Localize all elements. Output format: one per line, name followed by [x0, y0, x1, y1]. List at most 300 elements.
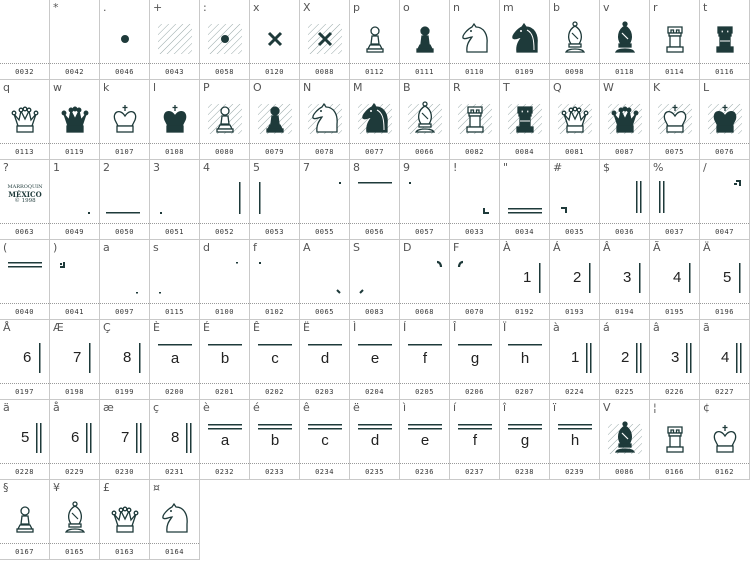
glyph-cell	[300, 0, 350, 80]
baseline	[50, 463, 99, 464]
char-label: m	[503, 1, 514, 14]
char-label: 8	[353, 161, 360, 174]
glyph-cell	[250, 160, 300, 240]
white-rook-icon	[650, 400, 700, 463]
baseline	[0, 543, 49, 544]
char-code: 0118	[615, 68, 634, 76]
coordinate-label: c	[321, 432, 329, 449]
glyph-cell	[650, 240, 700, 320]
glyph-cell	[50, 240, 100, 320]
baseline	[0, 63, 49, 64]
baseline	[250, 63, 299, 64]
char-label: ¥	[53, 481, 60, 494]
char-code: 0198	[65, 388, 84, 396]
char-code: 0047	[715, 228, 734, 236]
char-label: d	[203, 241, 210, 254]
baseline	[300, 463, 349, 464]
baseline	[300, 223, 349, 224]
glyph-cell	[550, 240, 600, 320]
baseline	[700, 383, 749, 384]
char-code: 0192	[515, 308, 534, 316]
char-code: 0116	[715, 68, 734, 76]
glyph-cell	[100, 240, 150, 320]
baseline	[450, 143, 499, 144]
baseline	[250, 303, 299, 304]
glyph-cell	[400, 400, 450, 480]
baseline	[500, 63, 549, 64]
glyph-cell	[600, 400, 650, 480]
char-code: 0052	[215, 228, 234, 236]
char-label: f	[253, 241, 257, 254]
glyph-cell	[650, 80, 700, 160]
char-label: å	[53, 401, 60, 414]
char-code: 0102	[265, 308, 284, 316]
char-label: á	[603, 321, 610, 334]
coordinate-label: 7	[73, 349, 82, 366]
coordinate-label: g	[470, 350, 480, 367]
char-label: Æ	[53, 321, 64, 334]
glyph-cell	[700, 240, 750, 320]
char-code: 0228	[15, 468, 34, 476]
char-code: 0120	[265, 68, 284, 76]
corner-br-glyph	[450, 160, 500, 223]
char-label: a	[103, 241, 110, 254]
baseline	[350, 383, 399, 384]
glyph-cell	[550, 320, 600, 400]
baseline	[500, 463, 549, 464]
logo-line: MARROQUIN	[7, 184, 43, 190]
glyph-cell	[200, 160, 250, 240]
char-code: 0238	[515, 468, 534, 476]
char-code: 0046	[115, 68, 134, 76]
char-code: 0043	[165, 68, 184, 76]
char-label: N	[303, 81, 312, 94]
blank-glyph	[0, 0, 50, 63]
logo-line: © 1998	[14, 198, 36, 205]
char-label: 2	[103, 161, 110, 174]
glyph-cell	[0, 480, 50, 560]
char-code: 0206	[465, 388, 484, 396]
baseline	[150, 303, 199, 304]
glyph-cell	[350, 400, 400, 480]
baseline	[0, 303, 49, 304]
char-code: 0036	[615, 228, 634, 236]
glyph-cell	[0, 320, 50, 400]
glyph-cell	[300, 240, 350, 320]
char-code: 0055	[315, 228, 334, 236]
char-label: r	[653, 1, 658, 14]
baseline	[400, 63, 449, 64]
glyph-cell	[350, 0, 400, 80]
char-label: #	[553, 161, 563, 174]
glyph-cell	[450, 320, 500, 400]
dbl-top-glyph	[0, 240, 50, 303]
char-code: 0163	[115, 548, 134, 556]
char-code: 0063	[15, 228, 34, 236]
glyph-cell	[150, 80, 200, 160]
coordinate-label: 2	[573, 269, 582, 286]
glyph-cell	[150, 320, 200, 400]
baseline	[700, 143, 749, 144]
baseline	[150, 383, 199, 384]
char-label: V	[603, 401, 611, 414]
black-king-icon	[150, 80, 200, 143]
char-code: 0035	[565, 228, 584, 236]
char-label: )	[53, 241, 58, 254]
glyph-cell	[300, 320, 350, 400]
coordinate-label: 1	[571, 349, 580, 366]
baseline	[0, 383, 49, 384]
char-label: à	[553, 321, 560, 334]
char-code: 0197	[15, 388, 34, 396]
baseline	[200, 383, 249, 384]
coordinate-label: 8	[171, 429, 180, 446]
char-label: l	[153, 81, 157, 94]
char-code: 0233	[265, 468, 284, 476]
glyph-cell	[500, 160, 550, 240]
char-label: ¦	[653, 401, 657, 414]
glyph-cell	[400, 240, 450, 320]
glyph-cell	[700, 160, 750, 240]
glyph-cell	[550, 80, 600, 160]
corner-tl-glyph	[50, 240, 100, 303]
glyph-cell	[600, 0, 650, 80]
char-code: 0058	[215, 68, 234, 76]
glyph-cell	[150, 0, 200, 80]
char-code: 0202	[265, 388, 284, 396]
glyph-cell	[150, 480, 200, 560]
baseline	[650, 303, 699, 304]
baseline	[700, 63, 749, 64]
glyph-cell	[400, 160, 450, 240]
baseline	[700, 303, 749, 304]
baseline	[250, 383, 299, 384]
char-label: é	[253, 401, 260, 414]
glyph-cell	[450, 240, 500, 320]
char-label: F	[453, 241, 460, 254]
char-code: 0077	[365, 148, 384, 156]
char-code: 0225	[615, 388, 634, 396]
char-label: Ë	[303, 321, 310, 334]
baseline	[400, 383, 449, 384]
glyph-cell	[450, 400, 500, 480]
glyph-cell	[50, 80, 100, 160]
glyph-cell	[450, 80, 500, 160]
char-code: 0082	[465, 148, 484, 156]
char-label: Î	[453, 321, 457, 334]
char-label: ä	[3, 401, 10, 414]
char-code: 0111	[415, 68, 434, 76]
glyph-cell	[600, 80, 650, 160]
coordinate-label: b	[270, 432, 280, 449]
glyph-cell	[0, 240, 50, 320]
char-code: 0100	[215, 308, 234, 316]
baseline	[0, 223, 49, 224]
baseline	[350, 223, 399, 224]
char-label: %	[653, 161, 664, 174]
glyph-cell	[200, 80, 250, 160]
char-code: 0200	[165, 388, 184, 396]
char-code: 0231	[165, 468, 184, 476]
baseline	[450, 383, 499, 384]
char-code: 0053	[265, 228, 284, 236]
coordinate-label: e	[420, 432, 430, 449]
char-label: 7	[303, 161, 310, 174]
char-label: B	[403, 81, 411, 94]
coordinate-label: c	[271, 350, 279, 367]
char-code: 0079	[265, 148, 284, 156]
char-code: 0114	[665, 68, 684, 76]
char-label: í	[453, 401, 457, 414]
baseline	[100, 223, 149, 224]
baseline	[350, 303, 399, 304]
char-code: 0068	[415, 308, 434, 316]
baseline	[500, 223, 549, 224]
char-label: Í	[403, 321, 407, 334]
char-label: :	[203, 1, 207, 14]
char-label: Ï	[503, 321, 507, 334]
char-label: æ	[103, 401, 114, 414]
coordinate-label: 5	[723, 269, 732, 286]
char-label: D	[403, 241, 412, 254]
baseline	[50, 223, 99, 224]
char-code: 0207	[515, 388, 534, 396]
char-label: !	[453, 161, 458, 174]
char-code: 0193	[565, 308, 584, 316]
char-label: M	[353, 81, 363, 94]
baseline	[600, 223, 649, 224]
char-label: o	[403, 1, 410, 14]
char-code: 0204	[365, 388, 384, 396]
glyph-cell	[300, 400, 350, 480]
char-code: 0056	[365, 228, 384, 236]
black-rook-icon	[700, 0, 750, 63]
glyph-cell	[500, 240, 550, 320]
char-label: s	[153, 241, 159, 254]
baseline	[200, 63, 249, 64]
baseline	[150, 463, 199, 464]
char-code: 0226	[665, 388, 684, 396]
glyph-cell	[700, 400, 750, 480]
char-code: 0115	[165, 308, 184, 316]
baseline	[650, 223, 699, 224]
char-label: 1	[53, 161, 60, 174]
char-code: 0032	[15, 68, 34, 76]
glyph-cell	[100, 160, 150, 240]
char-code: 0057	[415, 228, 434, 236]
glyph-cell	[0, 0, 50, 80]
baseline	[650, 463, 699, 464]
baseline	[400, 143, 449, 144]
glyph-cell	[600, 240, 650, 320]
char-code: 0113	[15, 148, 34, 156]
char-label: X	[303, 1, 311, 14]
baseline	[150, 63, 199, 64]
baseline	[50, 303, 99, 304]
char-label: 4	[203, 161, 210, 174]
baseline	[100, 303, 149, 304]
char-code: 0235	[365, 468, 384, 476]
baseline	[100, 463, 149, 464]
glyph-cell	[0, 160, 50, 240]
glyph-cell	[150, 160, 200, 240]
char-code: 0040	[15, 308, 34, 316]
baseline	[600, 463, 649, 464]
baseline	[200, 463, 249, 464]
coordinate-label: e	[370, 350, 380, 367]
glyph-cell	[200, 240, 250, 320]
baseline	[50, 543, 99, 544]
char-code: 0076	[715, 148, 734, 156]
char-code: 0109	[515, 68, 534, 76]
char-code: 0033	[465, 228, 484, 236]
char-code: 0165	[65, 548, 84, 556]
char-code: 0166	[665, 468, 684, 476]
baseline	[250, 143, 299, 144]
char-code: 0237	[465, 468, 484, 476]
char-label: 9	[403, 161, 410, 174]
char-code: 0201	[215, 388, 234, 396]
char-code: 0087	[615, 148, 634, 156]
char-code: 0112	[365, 68, 384, 76]
char-label: v	[603, 1, 610, 14]
char-label: S	[353, 241, 360, 254]
char-label: +	[153, 1, 163, 14]
glyph-cell	[0, 400, 50, 480]
baseline	[700, 463, 749, 464]
coordinate-label: a	[220, 432, 230, 449]
coordinate-label: 4	[721, 349, 730, 366]
glyph-cell	[100, 400, 150, 480]
char-code: 0162	[715, 468, 734, 476]
coordinate-label: 7	[121, 429, 130, 446]
coordinate-label: 3	[671, 349, 680, 366]
glyph-cell	[250, 320, 300, 400]
char-label: T	[503, 81, 510, 94]
char-code: 0234	[315, 468, 334, 476]
baseline	[450, 303, 499, 304]
char-label: î	[503, 401, 507, 414]
coordinate-label: 5	[21, 429, 30, 446]
glyph-cell	[400, 320, 450, 400]
baseline	[650, 383, 699, 384]
char-code: 0066	[415, 148, 434, 156]
glyph-cell	[700, 80, 750, 160]
char-code: 0232	[215, 468, 234, 476]
char-label: Ì	[353, 321, 357, 334]
logo-text	[0, 185, 50, 204]
char-label: ê	[303, 401, 310, 414]
glyph-cell	[550, 0, 600, 80]
baseline	[550, 303, 599, 304]
char-code: 0227	[715, 388, 734, 396]
glyph-cell	[350, 80, 400, 160]
char-label: £	[103, 481, 110, 494]
char-label: A	[303, 241, 311, 254]
char-code: 0051	[165, 228, 184, 236]
char-label: ë	[353, 401, 360, 414]
char-label: 5	[253, 161, 260, 174]
coordinate-label: 8	[123, 349, 132, 366]
baseline	[500, 303, 549, 304]
char-label: t	[703, 1, 708, 14]
baseline	[100, 63, 149, 64]
char-code: 0224	[565, 388, 584, 396]
char-label: â	[653, 321, 660, 334]
char-code: 0236	[415, 468, 434, 476]
char-label: x	[253, 1, 260, 14]
coordinate-label: 3	[623, 269, 632, 286]
char-label: Ã	[653, 241, 661, 254]
char-label: Å	[3, 321, 11, 334]
char-label: q	[3, 81, 10, 94]
char-code: 0229	[65, 468, 84, 476]
glyph-cell	[0, 80, 50, 160]
baseline	[600, 63, 649, 64]
char-code: 0088	[315, 68, 334, 76]
glyph-cell	[550, 400, 600, 480]
char-code: 0049	[65, 228, 84, 236]
char-code: 0070	[465, 308, 484, 316]
glyph-cell	[650, 160, 700, 240]
char-code: 0195	[665, 308, 684, 316]
dot-glyph	[100, 0, 150, 63]
char-code: 0110	[465, 68, 484, 76]
glyph-cell	[250, 0, 300, 80]
glyph-cell	[600, 160, 650, 240]
baseline	[200, 303, 249, 304]
glyph-cell	[300, 80, 350, 160]
char-label: p	[353, 1, 360, 14]
char-code: 0108	[165, 148, 184, 156]
baseline	[200, 223, 249, 224]
char-code: 0084	[515, 148, 534, 156]
char-code: 0196	[715, 308, 734, 316]
glyph-cell	[650, 320, 700, 400]
char-label: ç	[153, 401, 160, 414]
char-label: /	[703, 161, 707, 174]
char-label: (	[3, 241, 8, 254]
glyph-cell	[50, 160, 100, 240]
baseline	[550, 223, 599, 224]
corner-tr-glyph	[700, 160, 750, 223]
char-label: Ê	[253, 321, 260, 334]
char-code: 0075	[665, 148, 684, 156]
glyph-cell	[500, 80, 550, 160]
glyph-cell	[50, 320, 100, 400]
char-code: 0199	[115, 388, 134, 396]
char-label: b	[553, 1, 560, 14]
baseline	[150, 543, 199, 544]
baseline	[300, 143, 349, 144]
coordinate-label: 1	[523, 269, 532, 286]
glyph-cell	[550, 160, 600, 240]
glyph-cell	[350, 160, 400, 240]
baseline	[150, 223, 199, 224]
char-code: 0205	[415, 388, 434, 396]
char-label: À	[503, 241, 511, 254]
baseline	[600, 143, 649, 144]
char-code: 0042	[65, 68, 84, 76]
glyph-cell	[500, 0, 550, 80]
char-code: 0037	[665, 228, 684, 236]
baseline	[250, 463, 299, 464]
baseline	[550, 383, 599, 384]
baseline	[550, 463, 599, 464]
char-label: Ä	[703, 241, 711, 254]
char-code: 0230	[115, 468, 134, 476]
char-label: K	[653, 81, 661, 94]
